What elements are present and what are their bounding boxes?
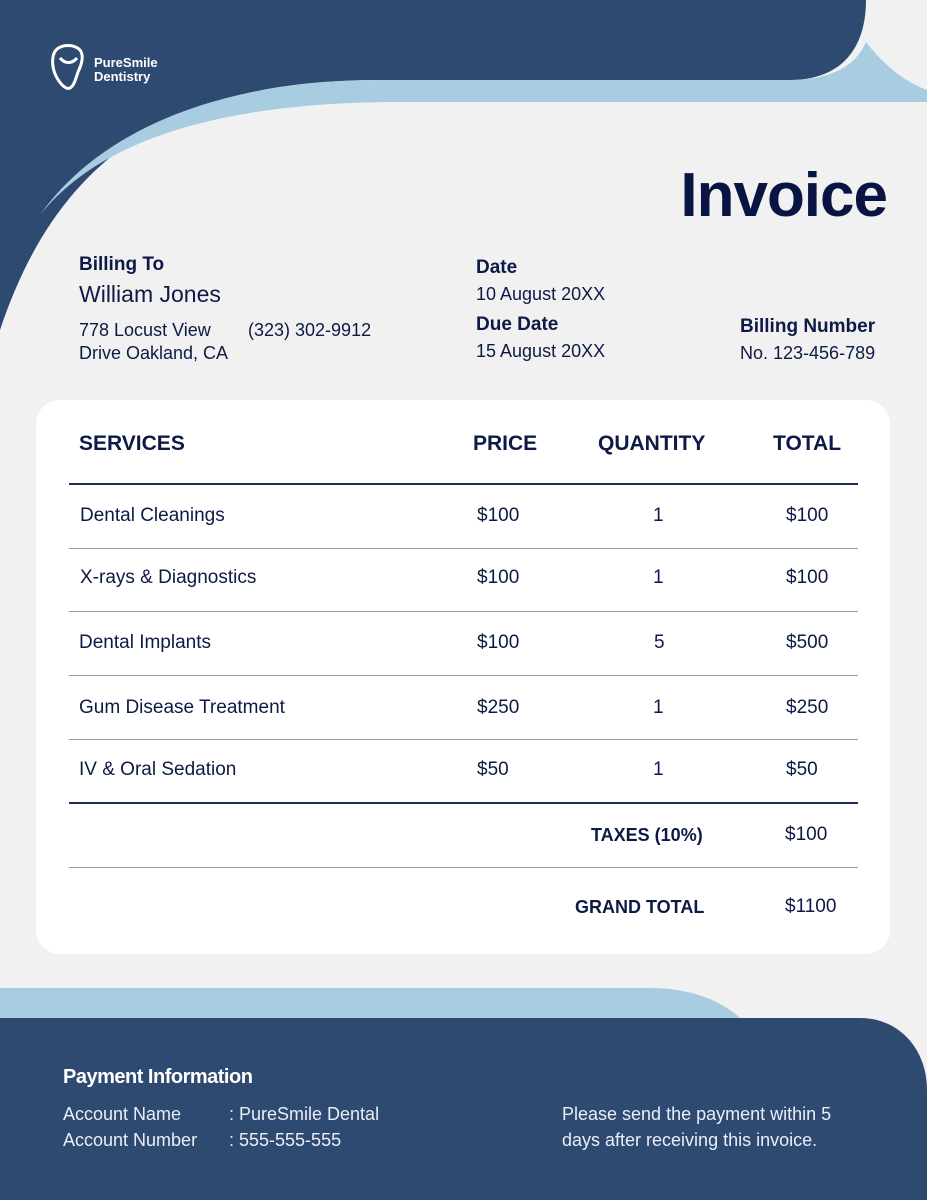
header-quantity: QUANTITY: [598, 432, 706, 455]
row-total: $250: [786, 697, 829, 718]
row-total: $100: [786, 505, 829, 526]
row-service: Gum Disease Treatment: [79, 697, 285, 718]
taxes-label: TAXES (10%): [591, 825, 703, 845]
table-row: [69, 611, 858, 674]
taxes-divider: [69, 867, 858, 868]
row-service: IV & Oral Sedation: [79, 759, 237, 780]
table-row: [69, 676, 858, 739]
table-row: [69, 546, 858, 609]
payment-title: Payment Information: [63, 1066, 253, 1088]
billing-number-value: No. 123-456-789: [740, 343, 876, 363]
billing-address-line2: Drive Oakland, CA: [79, 343, 229, 363]
row-total: $500: [786, 632, 829, 653]
footer-accent-shape: [0, 988, 740, 1018]
items-divider: [69, 802, 858, 804]
tooth-icon: [50, 44, 86, 95]
billing-phone: (323) 302-9912: [248, 320, 372, 340]
grand-total-label: GRAND TOTAL: [575, 897, 705, 917]
grand-total-value: $1100: [785, 896, 837, 917]
table-row: [69, 484, 858, 547]
date-value: 10 August 20XX: [476, 284, 606, 304]
header-total: TOTAL: [773, 432, 842, 455]
payment-note-line1: Please send the payment within 5: [562, 1104, 832, 1124]
due-date-value: 15 August 20XX: [476, 341, 606, 361]
header-price: PRICE: [473, 432, 538, 455]
row-service: X-rays & Diagnostics: [80, 567, 257, 588]
account-number-value: : 555-555-555: [229, 1130, 342, 1150]
table-row: [69, 738, 858, 801]
account-number-label: Account Number: [63, 1130, 198, 1150]
row-quantity: 1: [653, 505, 664, 526]
row-price: $100: [477, 505, 520, 526]
account-name-label: Account Name: [63, 1104, 182, 1124]
billing-number-label: Billing Number: [740, 316, 876, 337]
due-date-label: Due Date: [476, 314, 559, 335]
billing-to-label: Billing To: [79, 254, 165, 275]
row-quantity: 5: [654, 632, 665, 653]
header-services: SERVICES: [79, 432, 185, 455]
row-price: $250: [477, 697, 520, 718]
billing-name: William Jones: [79, 281, 221, 307]
payment-note-line2: days after receiving this invoice.: [562, 1130, 818, 1150]
brand-name-line2: Dentistry: [94, 68, 151, 84]
date-label: Date: [476, 257, 518, 278]
row-quantity: 1: [653, 567, 664, 588]
row-total: $50: [786, 759, 818, 780]
row-service: Dental Cleanings: [80, 505, 225, 526]
row-quantity: 1: [653, 697, 664, 718]
row-price: $100: [477, 567, 520, 588]
page-title: Invoice: [680, 161, 887, 230]
row-quantity: 1: [653, 759, 664, 780]
row-total: $100: [786, 567, 829, 588]
brand-name: [94, 56, 158, 84]
brand-name-line1: PureSmile: [94, 54, 158, 70]
row-service: Dental Implants: [79, 632, 212, 653]
account-name-value: : PureSmile Dental: [229, 1104, 380, 1124]
taxes-value: $100: [785, 824, 828, 845]
row-price: $100: [477, 632, 520, 653]
row-price: $50: [477, 759, 509, 780]
billing-address-line1: 778 Locust View: [79, 320, 211, 340]
brand-logo: [50, 44, 158, 95]
